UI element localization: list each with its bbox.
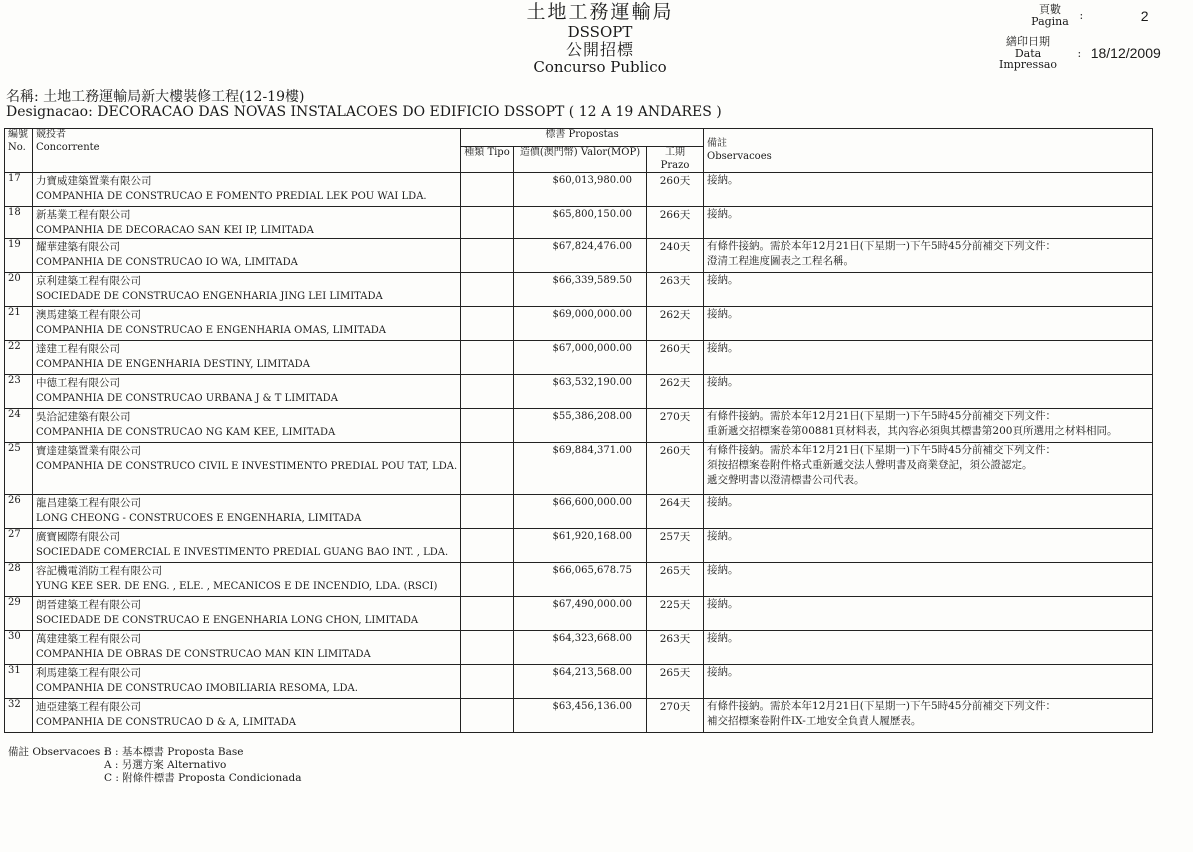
valor-cell: $69,000,000.00 (514, 307, 647, 341)
tipo-cell (461, 529, 514, 563)
row-number: 32 (5, 699, 33, 733)
table-row (5, 699, 1153, 733)
observacoes-cell (704, 665, 1153, 699)
bidder-cell (33, 665, 461, 699)
observacoes-cell (704, 307, 1153, 341)
bidder-name-zh: 迪亞建築工程有限公司 (36, 701, 141, 713)
bidder-name-zh: 京利建築工程有限公司 (36, 275, 141, 287)
valor-cell: $60,013,980.00 (514, 173, 647, 207)
tipo-cell (461, 307, 514, 341)
observacoes-line: 補交招標案卷附件IX-工地安全負責人履歷表。 (707, 715, 922, 727)
table-row (5, 443, 1153, 495)
office-name-zh: 土地工務運輸局 (526, 1, 674, 23)
observacoes-line: 接納。 (707, 598, 739, 610)
prazo-cell: 240天 (647, 239, 704, 273)
valor-cell: $66,065,678.75 (514, 563, 647, 597)
bidder-name-zh: 中德工程有限公司 (36, 377, 120, 389)
office-abbr: DSSOPT (567, 22, 633, 41)
bidder-cell (33, 207, 461, 239)
valor-cell: $63,456,136.00 (514, 699, 647, 733)
print-date-block: 繕印日期 Data Impressao : 18/12/2009 (988, 36, 1175, 71)
table-row (5, 341, 1153, 375)
observacoes-line: 須按招標案卷附件格式重新遞交法人聲明書及商業登記，須公證認定。 (707, 459, 1033, 471)
observacoes-line: 接納。 (707, 174, 739, 186)
footer-legend (8, 746, 302, 785)
bidder-cell (33, 529, 461, 563)
bidder-name-zh: 吳洽記建築有限公司 (36, 411, 131, 423)
bidder-name-pt: COMPANHIA DE CONSTRUCAO IMOBILIARIA RESOMA, LDA. (36, 683, 358, 694)
page-number-block: 頁數 Pagina : 2 (1030, 4, 1163, 27)
table-row (5, 597, 1153, 631)
observacoes-cell (704, 207, 1153, 239)
print-date: 18/12/2009 (1090, 45, 1161, 62)
table-row (5, 307, 1153, 341)
observacoes-cell (704, 495, 1153, 529)
valor-cell: $64,213,568.00 (514, 665, 647, 699)
col-header-prazo: 工期 Prazo (647, 147, 704, 173)
bidder-cell (33, 341, 461, 375)
observacoes-line: 重新遞交招標案卷第00881頁材料表，其內容必須與其標書第200頁所選用之材料相同。 (707, 425, 1118, 437)
col-header-tipo: 種類 Tipo (461, 147, 514, 173)
bidder-name-pt: SOCIEDADE DE CONSTRUCAO ENGENHARIA JING LEI LIMITADA (36, 291, 383, 302)
valor-cell: $66,339,589.50 (514, 273, 647, 307)
tipo-cell (461, 597, 514, 631)
valor-cell: $64,323,668.00 (514, 631, 647, 665)
observacoes-line: 接納。 (707, 274, 739, 286)
table-row (5, 207, 1153, 239)
tipo-cell (461, 273, 514, 307)
observacoes-cell (704, 239, 1153, 273)
observacoes-cell (704, 273, 1153, 307)
prazo-cell: 264天 (647, 495, 704, 529)
bidder-name-zh: 萬建建築工程有限公司 (36, 633, 141, 645)
row-number: 21 (5, 307, 33, 341)
bidder-name-zh: 廣寶國際有限公司 (36, 531, 120, 543)
tipo-cell (461, 563, 514, 597)
tipo-cell (461, 375, 514, 409)
prazo-cell: 263天 (647, 273, 704, 307)
observacoes-line: 有條件接納。需於本年12月21日(下星期一)下午5時45分前補交下列文件： (707, 700, 1056, 712)
footer-note-condicionada: C : 附條件標書 Proposta Condicionada (104, 772, 302, 784)
row-number: 26 (5, 495, 33, 529)
observacoes-cell (704, 597, 1153, 631)
bidder-cell (33, 239, 461, 273)
tipo-cell (461, 495, 514, 529)
bids-table (4, 128, 1153, 733)
observacoes-cell (704, 375, 1153, 409)
prazo-cell: 265天 (647, 563, 704, 597)
table-row (5, 563, 1153, 597)
row-number: 23 (5, 375, 33, 409)
bidder-cell (33, 443, 461, 495)
bidder-cell (33, 273, 461, 307)
bidder-name-zh: 朗晉建築工程有限公司 (36, 599, 141, 611)
bidder-cell (33, 173, 461, 207)
observacoes-cell (704, 563, 1153, 597)
bidder-cell (33, 307, 461, 341)
tender-type-zh: 公開招標 (565, 40, 634, 60)
table-row (5, 665, 1153, 699)
prazo-cell: 262天 (647, 307, 704, 341)
bidder-name-pt: SOCIEDADE COMERCIAL E INVESTIMENTO PREDIAL GUANG BAO INT. , LDA. (36, 547, 449, 558)
tipo-cell (461, 631, 514, 665)
bidder-name-pt: SOCIEDADE DE CONSTRUCAO E ENGENHARIA LONG CHON, LIMITADA (36, 615, 419, 626)
col-header-valor: 造價(澳門幣) Valor(MOP) (514, 147, 647, 173)
project-name-zh: 名稱: 土地工務運輸局新大樓裝修工程(12-19樓) (6, 89, 305, 105)
observacoes-line: 接納。 (707, 530, 739, 542)
prazo-cell: 260天 (647, 443, 704, 495)
project-name-pt: Designacao: DECORACAO DAS NOVAS INSTALACOES DO EDIFICIO DSSOPT ( 12 A 19 ANDARES ) (6, 104, 722, 120)
table-row (5, 495, 1153, 529)
observacoes-line: 接納。 (707, 208, 739, 220)
tipo-cell (461, 173, 514, 207)
bidder-name-pt: YUNG KEE SER. DE ENG. , ELE. , MECANICOS E DE INCENDIO, LDA. (RSCI) (36, 581, 438, 592)
prazo-cell: 260天 (647, 341, 704, 375)
bidder-name-zh: 耀華建築有限公司 (36, 241, 120, 253)
tipo-cell (461, 239, 514, 273)
row-number: 31 (5, 665, 33, 699)
row-number: 27 (5, 529, 33, 563)
tipo-cell (461, 665, 514, 699)
bidder-cell (33, 495, 461, 529)
bidder-name-zh: 達建工程有限公司 (36, 343, 120, 355)
row-number: 30 (5, 631, 33, 665)
valor-cell: $69,884,371.00 (514, 443, 647, 495)
footer-note-base: B : 基本標書 Proposta Base (104, 746, 244, 758)
tipo-cell (461, 699, 514, 733)
bidder-name-pt: COMPANHIA DE OBRAS DE CONSTRUCAO MAN KIN LIMITADA (36, 649, 371, 660)
valor-cell: $66,600,000.00 (514, 495, 647, 529)
observacoes-cell (704, 529, 1153, 563)
prazo-cell: 266天 (647, 207, 704, 239)
row-number: 29 (5, 597, 33, 631)
page-number: 2 (1140, 7, 1149, 24)
bidder-name-pt: LONG CHEONG - CONSTRUCOES E ENGENHARIA, LIMITADA (36, 513, 362, 524)
col-header-proposals: 標書 Propostas (461, 129, 704, 147)
bidder-cell (33, 375, 461, 409)
observacoes-line: 接納。 (707, 666, 739, 678)
tipo-cell (461, 341, 514, 375)
col-header-observacoes: 備註 Observacoes (704, 129, 1153, 173)
bidder-name-zh: 容記機電消防工程有限公司 (36, 565, 162, 577)
valor-cell: $55,386,208.00 (514, 409, 647, 443)
valor-cell: $67,490,000.00 (514, 597, 647, 631)
prazo-cell: 260天 (647, 173, 704, 207)
bidder-name-pt: COMPANHIA DE DECORACAO SAN KEI IP, LIMITADA (36, 225, 314, 236)
bidder-name-pt: COMPANHIA DE CONSTRUCAO D & A, LIMITADA (36, 717, 296, 728)
footer-note-alternativo: A : 另選方案 Alternativo (104, 759, 227, 771)
prazo-cell: 225天 (647, 597, 704, 631)
col-header-no: 編號 No. (5, 129, 33, 173)
prazo-cell: 257天 (647, 529, 704, 563)
prazo-cell: 265天 (647, 665, 704, 699)
prazo-cell: 270天 (647, 409, 704, 443)
bidder-cell (33, 631, 461, 665)
bidder-cell (33, 563, 461, 597)
bidder-name-zh: 寶達建築置業有限公司 (36, 445, 141, 457)
print-label-zh: 繕印日期 (1006, 35, 1050, 48)
valor-cell: $63,532,190.00 (514, 375, 647, 409)
tipo-cell (461, 409, 514, 443)
observacoes-cell (704, 409, 1153, 443)
row-number: 20 (5, 273, 33, 307)
page-label-zh: 頁數 (1039, 3, 1061, 16)
bidder-cell (33, 597, 461, 631)
bidder-name-pt: COMPANHIA DE ENGENHARIA DESTINY, LIMITADA (36, 359, 310, 370)
observacoes-line: 接納。 (707, 632, 739, 644)
bidder-cell (33, 699, 461, 733)
observacoes-cell (704, 173, 1153, 207)
print-label-pt: Data Impressao (998, 46, 1058, 72)
bidder-name-pt: COMPANHIA DE CONSTRUCAO E FOMENTO PREDIAL LEK POU WAI LDA. (36, 191, 427, 202)
footer-label: 備註 Observacoes : (8, 746, 108, 758)
bidder-name-zh: 新基業工程有限公司 (36, 209, 131, 221)
bidder-name-zh: 澳馬建築工程有限公司 (36, 309, 141, 321)
observacoes-cell (704, 443, 1153, 495)
row-number: 22 (5, 341, 33, 375)
bidder-name-zh: 利馬建築工程有限公司 (36, 667, 141, 679)
observacoes-cell (704, 341, 1153, 375)
observacoes-cell (704, 699, 1153, 733)
page-label-pt: Pagina (1031, 14, 1069, 28)
tipo-cell (461, 207, 514, 239)
observacoes-line: 遞交聲明書以澄清標書公司代表。 (707, 474, 865, 486)
observacoes-cell (704, 631, 1153, 665)
bidder-name-zh: 力寶威建築置業有限公司 (36, 175, 152, 187)
table-row (5, 239, 1153, 273)
valor-cell: $67,000,000.00 (514, 341, 647, 375)
valor-cell: $67,824,476.00 (514, 239, 647, 273)
document-header (440, 2, 760, 77)
tender-type-pt: Concurso Publico (533, 58, 667, 77)
observacoes-line: 接納。 (707, 496, 739, 508)
observacoes-line: 接納。 (707, 564, 739, 576)
bidder-name-pt: COMPANHIA DE CONSTRUCO CIVIL E INVESTIMENTO PREDIAL POU TAT, LDA. (36, 461, 458, 472)
col-header-bidder: 競投者 Concorrente (33, 129, 461, 173)
table-row (5, 631, 1153, 665)
table-row (5, 173, 1153, 207)
table-row (5, 529, 1153, 563)
bidder-name-pt: COMPANHIA DE CONSTRUCAO URBANA J & T LIMITADA (36, 393, 338, 404)
bidder-name-zh: 龍昌建築工程有限公司 (36, 497, 141, 509)
valor-cell: $61,920,168.00 (514, 529, 647, 563)
observacoes-line: 有條件接納。需於本年12月21日(下星期一)下午5時45分前補交下列文件： (707, 410, 1056, 422)
prazo-cell: 263天 (647, 631, 704, 665)
row-number: 18 (5, 207, 33, 239)
table-row (5, 409, 1153, 443)
row-number: 24 (5, 409, 33, 443)
observacoes-line: 有條件接納。需於本年12月21日(下星期一)下午5時45分前補交下列文件： (707, 240, 1056, 252)
valor-cell: $65,800,150.00 (514, 207, 647, 239)
observacoes-line: 澄清工程進度圖表之工程名稱。 (707, 255, 855, 267)
prazo-cell: 270天 (647, 699, 704, 733)
bidder-name-pt: COMPANHIA DE CONSTRUCAO E ENGENHARIA OMAS, LIMITADA (36, 325, 387, 336)
row-number: 28 (5, 563, 33, 597)
table-row (5, 375, 1153, 409)
observacoes-line: 有條件接納。需於本年12月21日(下星期一)下午5時45分前補交下列文件： (707, 444, 1056, 456)
row-number: 19 (5, 239, 33, 273)
tipo-cell (461, 443, 514, 495)
bidder-name-pt: COMPANHIA DE CONSTRUCAO IO WA, LIMITADA (36, 257, 298, 268)
observacoes-line: 接納。 (707, 376, 739, 388)
prazo-cell: 262天 (647, 375, 704, 409)
observacoes-line: 接納。 (707, 342, 739, 354)
bidder-name-pt: COMPANHIA DE CONSTRUCAO NG KAM KEE, LIMITADA (36, 427, 336, 438)
row-number: 17 (5, 173, 33, 207)
bidder-cell (33, 409, 461, 443)
observacoes-line: 接納。 (707, 308, 739, 320)
row-number: 25 (5, 443, 33, 495)
table-row (5, 273, 1153, 307)
